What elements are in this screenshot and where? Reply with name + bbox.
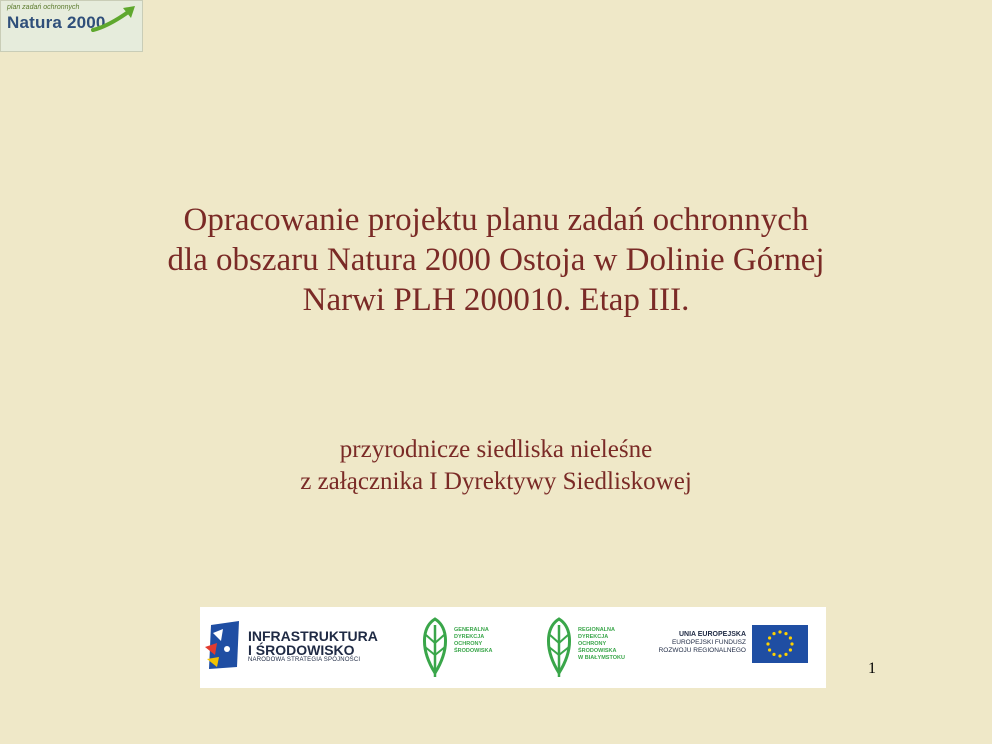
rdos-line-5: W BIAŁYMSTOKU (578, 655, 625, 661)
title-line-3: Narwi PLH 200010. Etap III. (302, 282, 690, 318)
infrastruktura-line-2: I ŚRODOWISKO (248, 642, 355, 658)
gdos-text (454, 627, 493, 655)
natura-logo-tagline: plan zadań ochronnych (7, 4, 80, 11)
gdos-leaf-icon (418, 615, 452, 679)
gdos-line-1: GENERALNA (454, 627, 489, 633)
eu-line-2: EUROPEJSKI FUNDUSZ (671, 639, 746, 646)
infrastruktura-subline: NARODOWA STRATEGIA SPÓJNOŚCI (248, 657, 361, 663)
infrastruktura-line-1: INFRASTRUKTURA (248, 628, 378, 644)
slide-subtitle (100, 434, 892, 498)
title-line-2: dla obszaru Natura 2000 Ostoja w Dolinie Górnej (167, 242, 825, 278)
page-number: 1 (868, 660, 876, 677)
rdos-text (578, 627, 625, 662)
eu-line-1: UNIA EUROPEJSKA (678, 631, 746, 638)
slide-title (80, 200, 912, 320)
rdos-line-2: DYREKCJA (578, 634, 609, 640)
subtitle-line-1: przyrodnicze siedliska nieleśne (339, 436, 653, 463)
subtitle-line-2: z załącznika I Dyrektywy Siedliskowej (300, 468, 692, 495)
eu-flag-icon (752, 625, 808, 663)
natura-logo-title: Natura 2000 (7, 13, 106, 32)
title-line-1: Opracowanie projektu planu zadań ochronnych (183, 202, 809, 238)
natura-2000-logo (0, 0, 143, 52)
sponsor-logos-bar (200, 607, 826, 688)
growth-arrow-icon (89, 4, 139, 34)
gdos-line-2: DYREKCJA (454, 634, 485, 640)
rdos-line-1: REGIONALNA (578, 627, 615, 633)
eu-line-3: ROZWOJU REGIONALNEGO (658, 647, 746, 654)
gdos-line-3: OCHRONY (454, 641, 483, 647)
infrastruktura-emblem-icon (203, 619, 243, 671)
gdos-line-4: ŚRODOWISKA (454, 648, 493, 654)
eu-text (646, 631, 746, 655)
rdos-leaf-icon (542, 615, 576, 679)
infrastruktura-text (248, 629, 378, 663)
rdos-line-3: OCHRONY (578, 641, 607, 647)
rdos-line-4: ŚRODOWISKA (578, 648, 617, 654)
